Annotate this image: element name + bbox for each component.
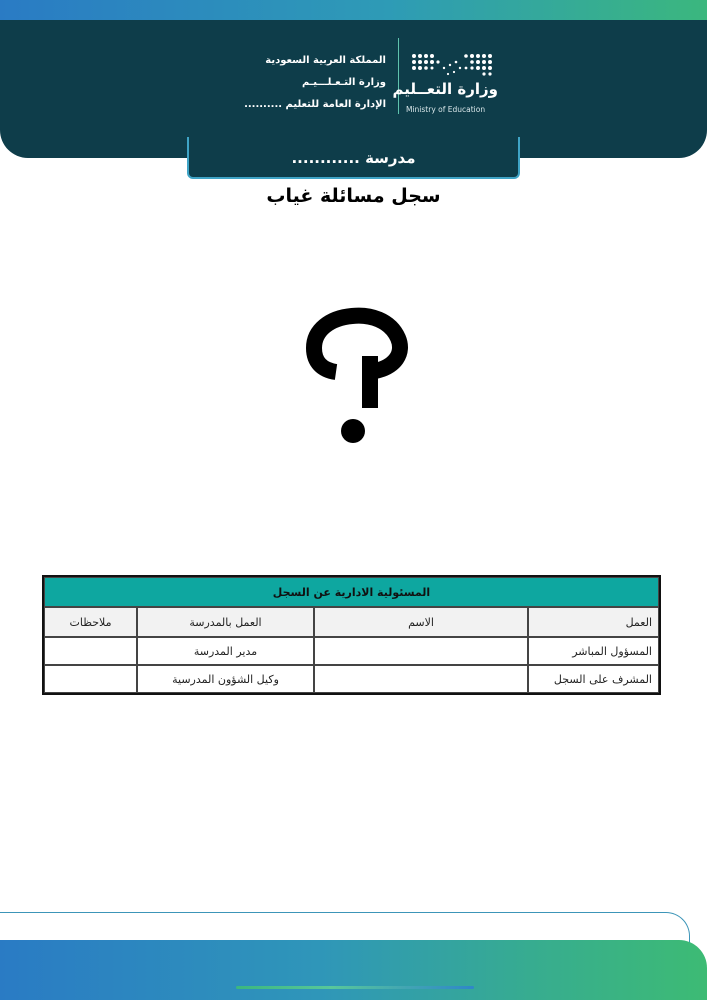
page-title: سجل مسائلة غياب [266, 185, 441, 207]
header-role: العمل [528, 607, 659, 637]
header-directorate: الإدارة العامة للتعليم .......... [244, 99, 386, 110]
responsibility-table [42, 575, 661, 695]
school-name-box: مدرسة ............ [187, 137, 520, 179]
footer-gradient-band [0, 940, 707, 1000]
header-text-block [180, 52, 386, 118]
header-notes: ملاحظات [44, 607, 137, 637]
cell-notes [44, 637, 137, 665]
cell-name [314, 665, 528, 693]
header-school-role: العمل بالمدرسة [137, 607, 314, 637]
header-country: المملكة العربية السعودية [265, 55, 386, 66]
ministry-logo-english: Ministry of Education [406, 105, 486, 114]
cell-school-role: مدير المدرسة [137, 637, 314, 665]
ministry-logo-dots-icon [410, 52, 494, 78]
cell-name [314, 637, 528, 665]
table-row [44, 665, 659, 693]
header-ministry: وزارة التـعـلـــيـم [302, 77, 386, 88]
footer-accent-line [236, 986, 474, 989]
cell-notes [44, 665, 137, 693]
top-gradient-strip [0, 0, 707, 20]
table-header-row [44, 607, 659, 637]
cell-school-role: وكيل الشؤون المدرسية [137, 665, 314, 693]
table-caption: المسئولية الادارية عن السجل [44, 577, 659, 607]
question-mark-icon [300, 300, 410, 460]
table-caption-row [44, 577, 659, 607]
cell-role: المسؤول المباشر [528, 637, 659, 665]
ministry-logo-arabic: وزارة التعــليم [392, 80, 498, 98]
table-row [44, 637, 659, 665]
cell-role: المشرف على السجل [528, 665, 659, 693]
header-name: الاسم [314, 607, 528, 637]
logo-divider [398, 38, 399, 114]
